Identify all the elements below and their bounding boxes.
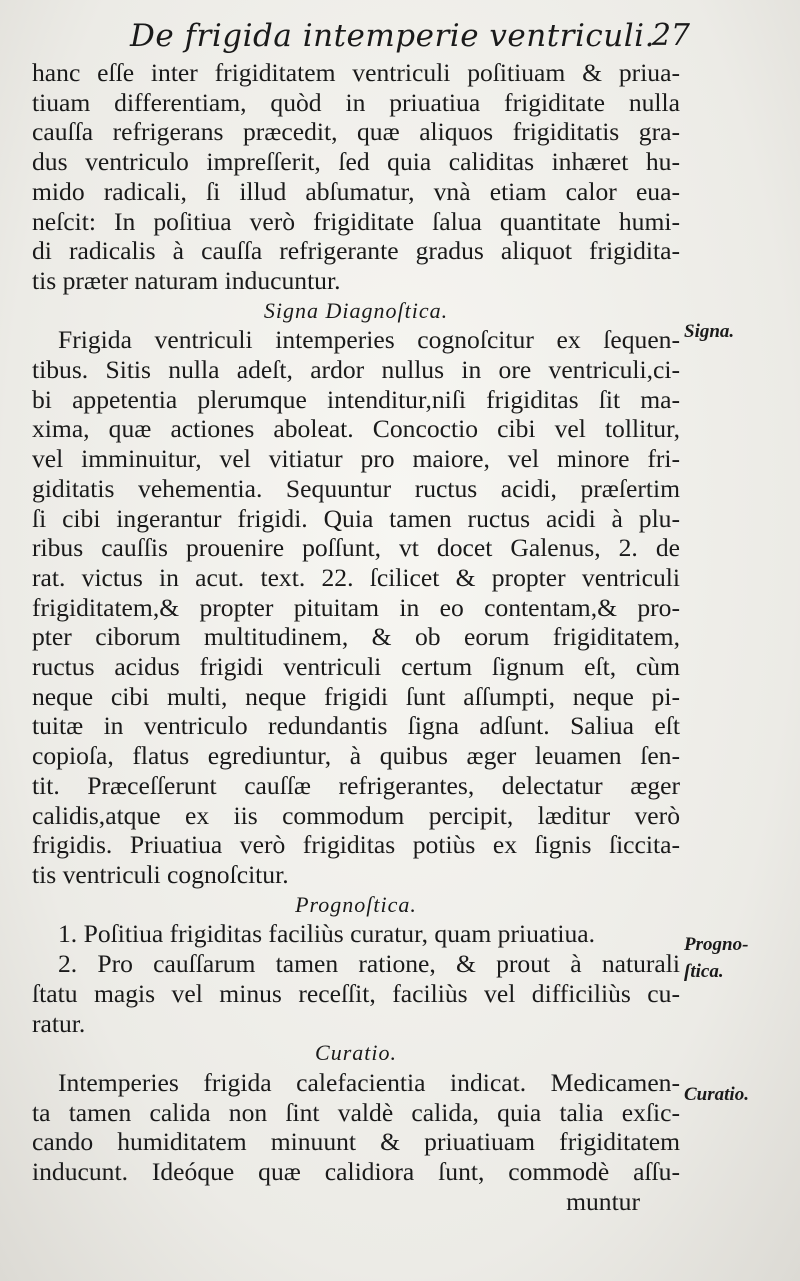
text-line: ſi cibi ingerantur frigidi. Quia tamen ructus acidi à plu-: [32, 503, 680, 533]
text-line: 1. Poſitiua frigiditas faciliùs curatur, quam priuatiua.: [58, 919, 596, 949]
margin-note-signa: Signa.: [684, 321, 735, 342]
text-line: Frigida ventriculi intemperies cognoſcitur ex ſequen-: [58, 325, 680, 355]
running-title: De frigida intemperie ventriculi.: [130, 18, 655, 54]
section-heading-signa: Signa Diagnoſtica.: [263, 297, 449, 323]
text-line: inducunt. Ideóque quæ calidiora ſunt, commodè aſſu-: [32, 1157, 680, 1187]
text-line: ratur.: [32, 1008, 86, 1038]
text-line: xima, quæ actiones aboleat. Concoctio cibi vel tollitur,: [32, 414, 680, 444]
margin-note-curatio: Curatio.: [684, 1084, 749, 1105]
text-line: ta tamen calida non ſint valdè calida, quia talia exſic-: [32, 1097, 680, 1127]
text-line: neque cibi multi, neque frigidi ſunt aſſumpti, neque pi-: [32, 681, 680, 711]
signa-paragraph: [32, 325, 680, 889]
page-number: 27: [651, 18, 690, 53]
text-line: frigidis. Priuatiua verò frigiditas potiùs ex ſignis ſiccita-: [32, 830, 680, 860]
text-column: [32, 58, 680, 1216]
text-line: ribus cauſſis prouenire poſſunt, vt docet Galenus, 2. de: [32, 533, 680, 563]
section-heading-curatio: Curatio.: [315, 1040, 397, 1066]
text-line: 2. Pro cauſſarum tamen ratione, & prout à naturali: [58, 949, 680, 979]
text-line: giditatis vehementia. Sequuntur ructus acidi, præſertim: [32, 473, 680, 503]
text-line: Intemperies frigida calefacientia indicat. Medicamen-: [58, 1067, 680, 1097]
text-line: tiuam differentiam, quòd in priuatiua frigiditate nulla: [32, 87, 680, 117]
text-line: mido radicali, ſi illud abſumatur, vnà etiam calor eua-: [32, 176, 680, 206]
text-line: tuitæ in ventriculo redundantis ſigna adſunt. Saliua eſt: [32, 711, 680, 741]
text-line: hanc eſſe inter frigiditatem ventriculi poſitiuam & priua-: [32, 58, 680, 87]
text-line: rat. victus in acut. text. 22. ſcilicet & propter ventriculi: [32, 562, 680, 592]
text-line: tis præter naturam inducuntur.: [32, 265, 341, 295]
page-header: [130, 18, 690, 58]
text-line: bi appetentia plerumque intenditur,niſi frigiditas ſit ma-: [32, 384, 680, 414]
text-line: dus ventriculo impreſſerit, ſed quia caliditas inhæret hu-: [32, 147, 680, 177]
text-line: tis ventriculi cognoſcitur.: [32, 859, 289, 889]
prognostica-paragraph: [32, 919, 680, 1038]
catchword: muntur: [566, 1186, 640, 1216]
text-line: tibus. Sitis nulla adeſt, ardor nullus in ore ventriculi,ci-: [32, 355, 680, 385]
text-line: cauſſa refrigerans præcedit, quæ aliquos frigiditatis gra-: [32, 117, 680, 147]
section-heading-prognostica: Prognoſtica.: [295, 891, 417, 917]
text-line: di radicalis à cauſſa refrigerante gradus aliquot frigidita-: [32, 236, 680, 266]
text-line: neſcit: In poſitiua verò frigiditate ſalua quantitate humi-: [32, 206, 680, 236]
text-line: tit. Præceſſerunt cauſſæ refrigerantes, delectatur æger: [32, 770, 680, 800]
text-line: ructus acidus frigidi ventriculi certum ſignum eſt, cùm: [32, 652, 680, 682]
margin-note-prognostica-2: ſtica.: [684, 961, 724, 982]
margin-note-prognostica-1: Progno-: [684, 934, 749, 955]
text-line: ſtatu magis vel minus receſſit, faciliùs vel difficiliùs cu-: [32, 978, 680, 1008]
intro-paragraph: [32, 58, 680, 296]
text-line: cando humiditatem minuunt & priuatiuam frigiditatem: [32, 1127, 680, 1157]
text-line: pter ciborum multitudinem, & ob eorum frigiditatem,: [32, 622, 680, 652]
text-line: copioſa, flatus egrediuntur, à quibus æger leuamen ſen-: [32, 741, 680, 771]
curatio-paragraph: [32, 1068, 680, 1187]
text-line: frigiditatem,& propter pituitam in eo contentam,& pro-: [32, 592, 680, 622]
text-line: vel imminuitur, vel vitiatur pro maiore, vel minore fri-: [32, 444, 680, 474]
text-line: calidis,atque ex iis commodum percipit, læditur verò: [32, 800, 680, 830]
